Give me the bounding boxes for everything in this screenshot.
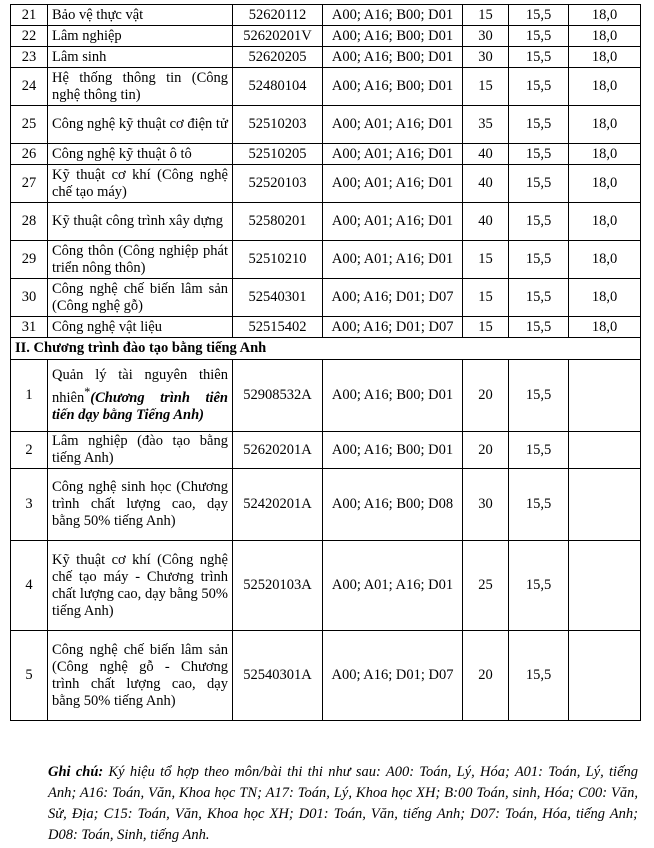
minimum-score: 15,5 xyxy=(509,106,569,144)
row-number: 25 xyxy=(11,106,48,144)
minimum-score: 15,5 xyxy=(509,241,569,279)
subject-combination: A00; A01; A16; D01 xyxy=(323,144,463,165)
minimum-score: 15,5 xyxy=(509,47,569,68)
row-number: 23 xyxy=(11,47,48,68)
quota: 40 xyxy=(463,165,509,203)
table-row xyxy=(11,47,641,68)
program-code: 52620112 xyxy=(233,5,323,26)
subject-combination: A00; A01; A16; D01 xyxy=(323,106,463,144)
quota: 15 xyxy=(463,279,509,317)
admission-score: 18,0 xyxy=(569,203,641,241)
subject-combination: A00; A16; D01; D07 xyxy=(323,631,463,721)
minimum-score: 15,5 xyxy=(509,26,569,47)
program-name xyxy=(48,541,233,631)
row-number: 27 xyxy=(11,165,48,203)
admission-score xyxy=(569,631,641,721)
table-row xyxy=(11,469,641,541)
section-title: II. Chương trình đào tạo bằng tiếng Anh xyxy=(11,338,641,360)
footnote xyxy=(48,762,638,846)
subject-combination: A00; A16; B00; D01 xyxy=(323,47,463,68)
program-code: 52540301A xyxy=(233,631,323,721)
minimum-score: 15,5 xyxy=(509,631,569,721)
program-code: 52510203 xyxy=(233,106,323,144)
table-row xyxy=(11,26,641,47)
program-note: (Chương trình tiên tiến dạy bằng Tiếng Anh) xyxy=(52,389,228,423)
quota: 30 xyxy=(463,47,509,68)
quota: 20 xyxy=(463,360,509,432)
admission-score: 18,0 xyxy=(569,165,641,203)
row-number: 1 xyxy=(11,360,48,432)
program-name: Hệ thống thông tin (Công nghệ thông tin) xyxy=(48,68,233,106)
admission-score: 18,0 xyxy=(569,5,641,26)
quota: 35 xyxy=(463,106,509,144)
table-row xyxy=(11,541,641,631)
program-name xyxy=(48,469,233,541)
program-code: 52520103 xyxy=(233,165,323,203)
program-code: 52480104 xyxy=(233,68,323,106)
subject-combination: A00; A01; A16; D01 xyxy=(323,541,463,631)
row-number: 31 xyxy=(11,317,48,338)
minimum-score: 15,5 xyxy=(509,203,569,241)
admission-score xyxy=(569,541,641,631)
program-name xyxy=(48,631,233,721)
subject-combination: A00; A16; D01; D07 xyxy=(323,317,463,338)
minimum-score: 15,5 xyxy=(509,68,569,106)
footnote-marker: * xyxy=(84,385,91,400)
table-row xyxy=(11,241,641,279)
program-code: 52510205 xyxy=(233,144,323,165)
minimum-score: 15,5 xyxy=(509,469,569,541)
quota: 15 xyxy=(463,317,509,338)
table-row xyxy=(11,5,641,26)
program-code: 52510210 xyxy=(233,241,323,279)
admission-score: 18,0 xyxy=(569,106,641,144)
program-name: Công nghệ chế biến lâm sản (Công nghệ gỗ) xyxy=(48,279,233,317)
row-number: 21 xyxy=(11,5,48,26)
minimum-score: 15,5 xyxy=(509,144,569,165)
program-code: 52620205 xyxy=(233,47,323,68)
table-row xyxy=(11,360,641,432)
program-name-text: Kỹ thuật cơ khí (Công nghệ chế tạo máy - Chương trình chất lượng cao, dạy bằng 50% tiếng Anh) xyxy=(52,551,228,619)
subject-combination: A00; A01; A16; D01 xyxy=(323,203,463,241)
quota: 20 xyxy=(463,432,509,469)
subject-combination: A00; A16; B00; D01 xyxy=(323,5,463,26)
quota: 30 xyxy=(463,26,509,47)
table-row xyxy=(11,165,641,203)
admission-table xyxy=(10,4,641,721)
row-number: 28 xyxy=(11,203,48,241)
program-code: 52420201A xyxy=(233,469,323,541)
program-name: Công thôn (Công nghiệp phát triển nông thôn) xyxy=(48,241,233,279)
program-name: Công nghệ kỹ thuật ô tô xyxy=(48,144,233,165)
admission-score: 18,0 xyxy=(569,317,641,338)
minimum-score: 15,5 xyxy=(509,317,569,338)
program-code: 52515402 xyxy=(233,317,323,338)
table-row xyxy=(11,317,641,338)
minimum-score: 15,5 xyxy=(509,360,569,432)
program-name-text: Công nghệ chế biến lâm sản (Công nghệ gỗ - Chương trình chất lượng cao, dạy bằng 50% tiếng Anh) xyxy=(52,641,228,709)
row-number: 2 xyxy=(11,432,48,469)
admission-score xyxy=(569,360,641,432)
quota: 15 xyxy=(463,68,509,106)
quota: 30 xyxy=(463,469,509,541)
admission-score xyxy=(569,469,641,541)
subject-combination: A00; A16; B00; D08 xyxy=(323,469,463,541)
quota: 25 xyxy=(463,541,509,631)
subject-combination: A00; A01; A16; D01 xyxy=(323,165,463,203)
admission-score: 18,0 xyxy=(569,47,641,68)
row-number: 3 xyxy=(11,469,48,541)
minimum-score: 15,5 xyxy=(509,279,569,317)
subject-combination: A00; A01; A16; D01 xyxy=(323,241,463,279)
row-number: 26 xyxy=(11,144,48,165)
program-name xyxy=(48,432,233,469)
program-code: 52908532A xyxy=(233,360,323,432)
table-row xyxy=(11,279,641,317)
subject-combination: A00; A16; D01; D07 xyxy=(323,279,463,317)
program-name-text: Lâm nghiệp (đào tạo bằng tiếng Anh) xyxy=(52,433,228,466)
admission-score: 18,0 xyxy=(569,241,641,279)
row-number: 30 xyxy=(11,279,48,317)
program-name xyxy=(48,360,233,432)
quota: 40 xyxy=(463,203,509,241)
table-row xyxy=(11,203,641,241)
quota: 20 xyxy=(463,631,509,721)
quota: 40 xyxy=(463,144,509,165)
minimum-score: 15,5 xyxy=(509,432,569,469)
admission-score: 18,0 xyxy=(569,68,641,106)
admission-score: 18,0 xyxy=(569,279,641,317)
quota: 15 xyxy=(463,241,509,279)
admission-score: 18,0 xyxy=(569,26,641,47)
row-number: 29 xyxy=(11,241,48,279)
minimum-score: 15,5 xyxy=(509,5,569,26)
program-name: Lâm nghiệp xyxy=(48,26,233,47)
subject-combination: A00; A16; B00; D01 xyxy=(323,360,463,432)
row-number: 4 xyxy=(11,541,48,631)
program-name-text: Quản lý tài nguyên thiên nhiên xyxy=(52,367,228,406)
program-code: 52540301 xyxy=(233,279,323,317)
quota: 15 xyxy=(463,5,509,26)
program-code: 52580201 xyxy=(233,203,323,241)
row-number: 22 xyxy=(11,26,48,47)
table-row xyxy=(11,144,641,165)
table-row xyxy=(11,631,641,721)
program-name: Kỹ thuật công trình xây dựng xyxy=(48,203,233,241)
admission-score xyxy=(569,432,641,469)
program-name: Công nghệ kỹ thuật cơ điện tử xyxy=(48,106,233,144)
row-number: 24 xyxy=(11,68,48,106)
table-row xyxy=(11,106,641,144)
program-code: 52520103A xyxy=(233,541,323,631)
program-name: Bảo vệ thực vật xyxy=(48,5,233,26)
program-code: 52620201A xyxy=(233,432,323,469)
section-header-row xyxy=(11,338,641,360)
program-name: Kỹ thuật cơ khí (Công nghệ chế tạo máy) xyxy=(48,165,233,203)
program-name: Công nghệ vật liệu xyxy=(48,317,233,338)
subject-combination: A00; A16; B00; D01 xyxy=(323,26,463,47)
program-name-text: Công nghệ sinh học (Chương trình chất lượng cao, dạy bằng 50% tiếng Anh) xyxy=(52,479,228,529)
minimum-score: 15,5 xyxy=(509,541,569,631)
subject-combination: A00; A16; B00; D01 xyxy=(323,432,463,469)
footnote-label: Ghi chú: xyxy=(48,764,104,780)
subject-combination: A00; A16; B00; D01 xyxy=(323,68,463,106)
table-row xyxy=(11,68,641,106)
program-name: Lâm sinh xyxy=(48,47,233,68)
minimum-score: 15,5 xyxy=(509,165,569,203)
table-row xyxy=(11,432,641,469)
program-code: 52620201V xyxy=(233,26,323,47)
row-number: 5 xyxy=(11,631,48,721)
admission-score: 18,0 xyxy=(569,144,641,165)
footnote-text: Ký hiệu tổ hợp theo môn/bài thi thi như sau: A00: Toán, Lý, Hóa; A01: Toán, Lý, tiếng Anh; A16: Toán, Văn, Khoa học TN; A17: Toán, Lý, Khoa học XH; B:00 Toán, sinh, Hóa; C00: Văn, Sử, Địa; C15: Toán, Văn, Khoa học XH; D01: Toán, Văn, tiếng Anh; D07: Toán, Hóa, tiếng Anh; D08: Toán, Sinh, tiếng Anh. xyxy=(48,764,639,843)
